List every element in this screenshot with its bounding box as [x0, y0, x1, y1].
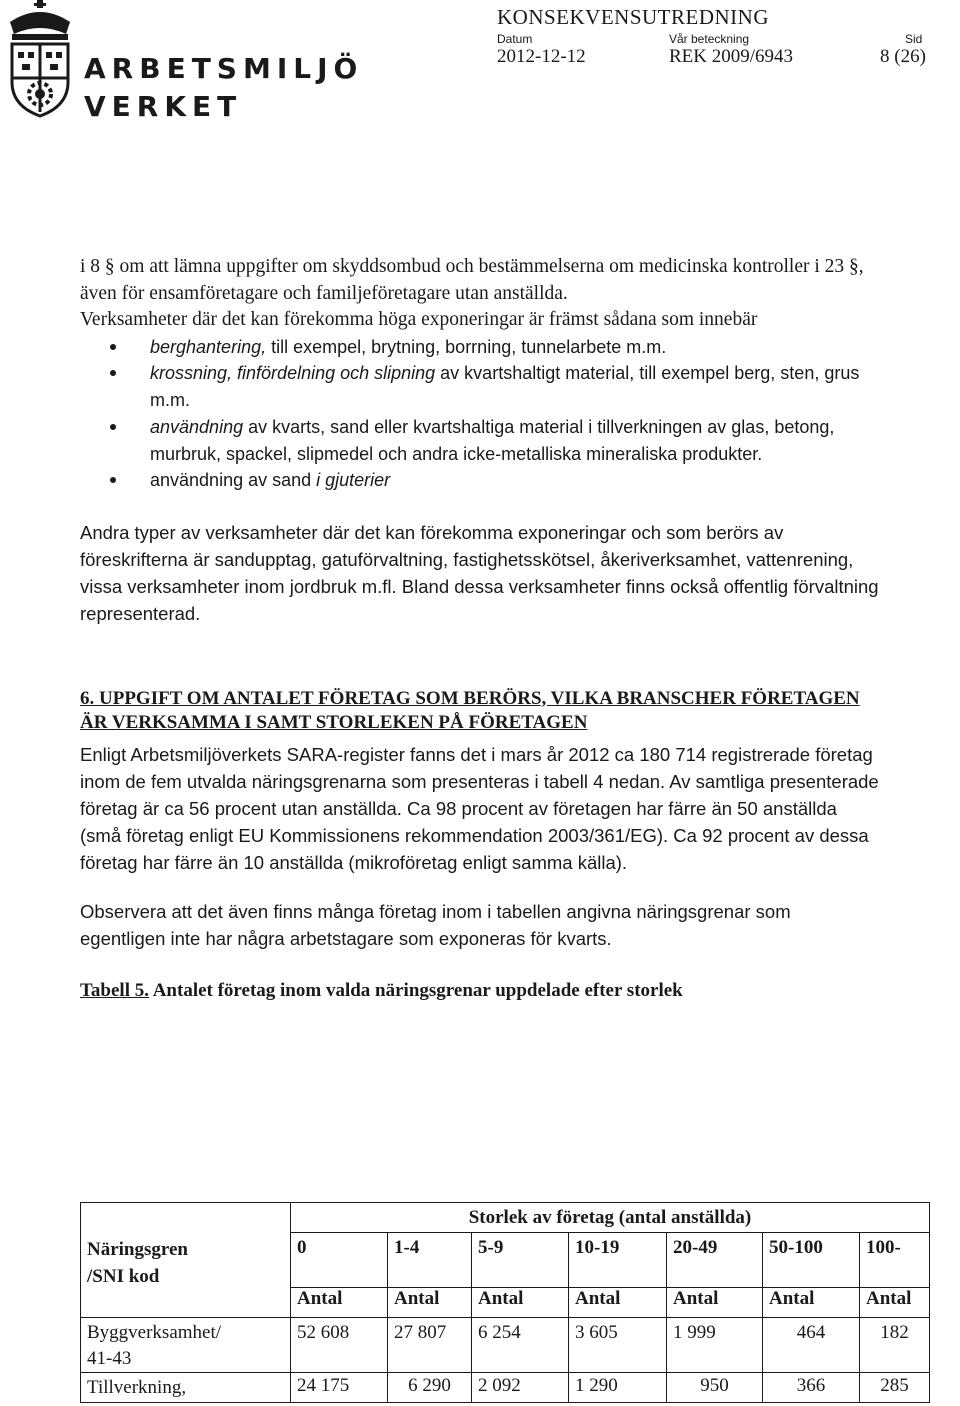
table-caption-label: Tabell 5.	[80, 979, 149, 1001]
section-number: 6.	[80, 687, 95, 709]
table-cell: 3 605	[569, 1318, 667, 1373]
size-header: 5-9	[472, 1233, 569, 1288]
unit-header: Antal	[667, 1288, 763, 1318]
org-name-line2: VERKET	[84, 90, 243, 123]
row-name-cell	[81, 1373, 291, 1403]
table-caption-text: Antalet företag inom valda näringsgrenar uppdelade efter storlek	[149, 979, 683, 1001]
size-header: 100-	[860, 1233, 930, 1288]
row-header-line2: /SNI kod	[87, 1266, 160, 1287]
table-cell: 182	[860, 1318, 930, 1373]
unit-header: Antal	[291, 1288, 388, 1318]
table-cell: 24 175	[291, 1373, 388, 1403]
bullet-icon	[110, 370, 116, 376]
size-header: 50-100	[763, 1233, 860, 1288]
size-header: 0	[291, 1233, 388, 1288]
bullet-text: till exempel, brytning, borrning, tunnelarbete m.m.	[266, 336, 667, 357]
bullet-text: av kvartshaltigt material, till exempel berg, sten, grus m.m.	[150, 363, 860, 410]
row-header-line1: Näringsgren	[87, 1239, 188, 1260]
paragraph-2: Verksamheter där det kan förekomma höga exponeringar är främst sådana som innebär	[80, 309, 758, 330]
bullet-emphasis: krossning, finfördelning och slipning	[150, 363, 436, 383]
document-body	[80, 254, 880, 1004]
table-cell: 366	[763, 1373, 860, 1403]
agency-logo	[0, 0, 364, 123]
row-name-line1: Byggverksamhet/	[87, 1322, 222, 1343]
row-header-cell	[81, 1203, 291, 1318]
date-label: Datum	[497, 32, 533, 46]
table-cell: 464	[763, 1318, 860, 1373]
bullet-icon	[110, 344, 116, 350]
bullet-text: av kvarts, sand eller kvartshaltiga material i tillverkningen av glas, betong, murbruk, spackel, slipmedel och andra icke-metalliska mineraliska produkter.	[150, 417, 835, 464]
table-cell: 2 092	[472, 1373, 569, 1403]
table-cell: 285	[860, 1373, 930, 1403]
bullet-emphasis: användning	[150, 417, 244, 437]
row-name-cell	[81, 1318, 291, 1373]
bullet-item	[80, 360, 880, 413]
size-header: 1-4	[388, 1233, 472, 1288]
table-cell: 27 807	[388, 1318, 472, 1373]
crown-emblem-icon	[0, 0, 80, 120]
unit-header: Antal	[569, 1288, 667, 1318]
bullet-icon	[110, 424, 116, 430]
table-cell: 1 290	[569, 1373, 667, 1403]
page-number: 8 (26)	[880, 46, 926, 67]
table-cell: 1 999	[667, 1318, 763, 1373]
paragraph-1: i 8 § om att lämna uppgifter om skyddsombud och bestämmelserna om medicinska kontroller i 23 §, även för ensamföretagare och familjeföretagare utan anställda.	[80, 256, 864, 304]
unit-header: Antal	[860, 1288, 930, 1318]
row-name-line2: 41-43	[87, 1348, 132, 1369]
row-name-line1: Tillverkning,	[87, 1377, 187, 1398]
page-label: Sid	[905, 32, 923, 46]
bullet-item	[80, 467, 880, 494]
table-cell: 950	[667, 1373, 763, 1403]
bullet-item	[80, 414, 880, 467]
document-date: 2012-12-12	[497, 46, 586, 67]
section-title: UPPGIFT OM ANTALET FÖRETAG SOM BERÖRS, VILKA BRANSCHER FÖRETAGEN ÄR VERKSAMMA I SAMT STORLEKEN PÅ FÖRETAGEN	[80, 687, 860, 733]
org-name-line1: ARBETSMILJÖ	[84, 52, 364, 85]
section-heading	[80, 687, 880, 735]
table-cell: 6 290	[388, 1373, 472, 1403]
bullet-text: användning av sand	[150, 470, 317, 490]
company-size-table	[80, 1202, 930, 1403]
bullet-item	[80, 334, 880, 361]
paragraph-4: Enligt Arbetsmiljöverkets SARA-register fanns det i mars år 2012 ca 180 714 registrerade företag inom de fem utvalda näringsgrenarna som presenteras i tabell 4 nedan. Av samtliga presenterade företag är ca 56 procent utan anställda. Ca 98 procent av företagen har färre än 50 anställda (små företag enligt EU Kommissionens rekommendation 2003/361/EG). Ca 92 procent av dessa företag har färre än 10 anställda (mikroföretag enligt samma källa).	[80, 743, 879, 873]
unit-header: Antal	[472, 1288, 569, 1318]
size-group-header: Storlek av företag (antal anställda)	[291, 1203, 930, 1233]
bullet-icon	[110, 477, 116, 483]
table-row	[81, 1373, 930, 1403]
table-caption	[80, 978, 880, 1004]
table-cell: 6 254	[472, 1318, 569, 1373]
bullet-emphasis: berghantering,	[150, 336, 267, 357]
unit-header: Antal	[763, 1288, 860, 1318]
table-cell: 52 608	[291, 1318, 388, 1373]
reference-number: REK 2009/6943	[669, 46, 794, 67]
paragraph-3: Andra typer av verksamheter där det kan förekomma exponeringar och som berörs av föreskrifterna är sandupptag, gatuförvaltning, fastighetsskötsel, åkeriverksamhet, vattenrening, vissa verksamheter inom jordbruk m.fl. Bland dessa verksamheter finns också offentlig förvaltning representerad.	[80, 521, 879, 624]
size-header: 20-49	[667, 1233, 763, 1288]
bullet-emphasis: i gjuterier	[316, 470, 391, 490]
unit-header: Antal	[388, 1288, 472, 1318]
paragraph-5: Observera att det även finns många företag inom i tabellen angivna näringsgrenar som egentligen inte har några arbetstagare som exponeras för kvarts.	[80, 900, 791, 949]
size-header: 10-19	[569, 1233, 667, 1288]
document-type: KONSEKVENSUTREDNING	[497, 5, 769, 29]
table-row	[81, 1318, 930, 1373]
reference-label: Vår beteckning	[669, 32, 750, 46]
